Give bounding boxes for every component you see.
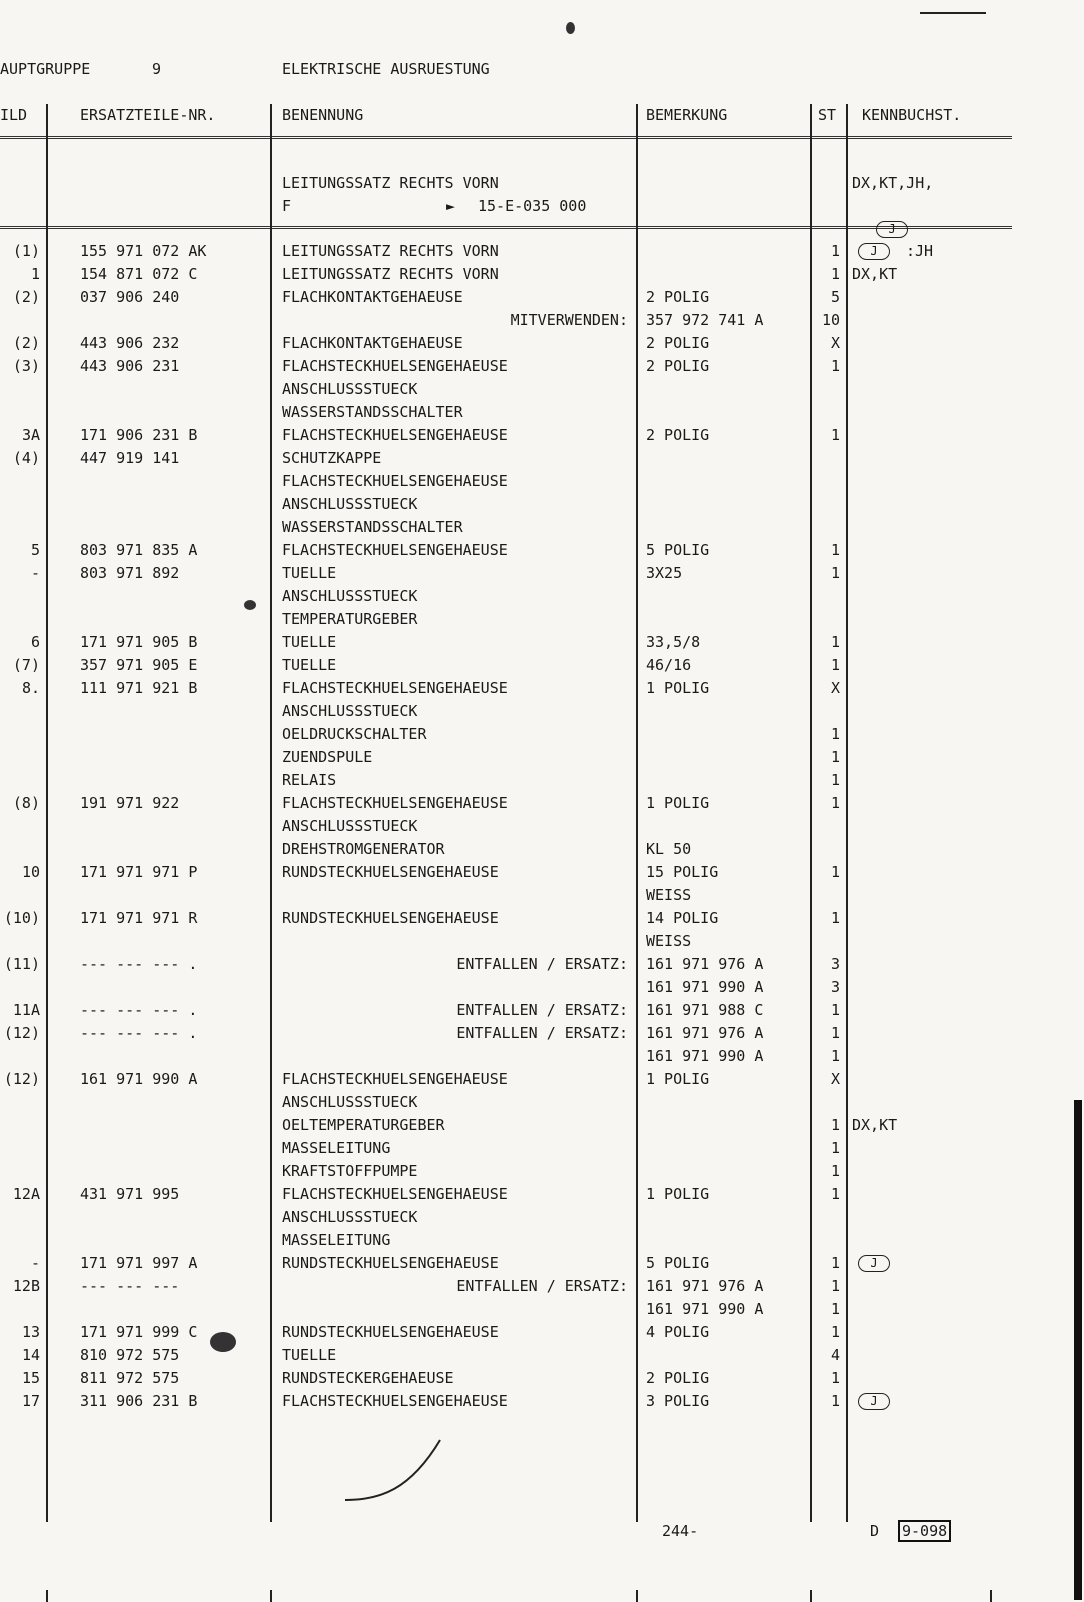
row-bemerkung: 161 971 976 A [646,1277,764,1295]
row-part-number: 311 906 231 B [80,1392,198,1410]
row-bemerkung: 2 POLIG [646,426,710,444]
row-part-number: 171 971 971 P [80,863,198,881]
row-bild: (11) [3,955,40,973]
footer-ref [898,1522,951,1540]
row-part-number: --- --- --- . [80,955,198,973]
row-bemerkung: 33,5/8 [646,633,701,651]
row-benennung: FLACHSTECKHUELSENGEHAEUSE [282,472,508,490]
row-benennung: FLACHSTECKHUELSENGEHAEUSE [282,357,508,375]
row-bemerkung: 1 POLIG [646,794,710,812]
col-kenn: KENNBUCHST. [862,106,962,124]
row-bemerkung: 1 POLIG [646,679,710,697]
row-benennung: RUNDSTECKERGEHAEUSE [282,1369,454,1387]
row-part-number: 810 972 575 [80,1346,180,1364]
row-st: 1 [830,656,840,674]
row-st: X [830,334,840,352]
circled-j-badge: J [858,1393,890,1410]
row-part-number: 111 971 921 B [80,679,198,697]
row-st: 1 [830,1300,840,1318]
row-st: 1 [830,633,840,651]
row-st: 1 [830,909,840,927]
circled-j-badge: J [876,221,908,238]
row-bild: (8) [12,794,40,812]
row-st: 1 [830,564,840,582]
row-st: 1 [830,794,840,812]
row-kenn-circle [858,1390,890,1413]
row-bemerkung: 161 971 976 A [646,1024,764,1042]
row-benennung: KRAFTSTOFFPUMPE [282,1162,418,1180]
page-title: ELEKTRISCHE AUSRUESTUNG [282,60,490,78]
row-part-number: 443 906 232 [80,334,180,352]
row-st: 5 [830,288,840,306]
row-benennung: ZUENDSPULE [282,748,373,766]
row-bild [0,700,40,723]
row-bild [0,884,40,907]
row-bild [0,309,40,332]
row-benennung: TEMPERATURGEBER [282,610,418,628]
row-bild: 13 [21,1323,40,1341]
row-bild: 6 [30,633,40,651]
row-st: 1 [830,541,840,559]
row-st [814,470,840,493]
row-kenn: :JH [906,242,934,260]
row-benennung: FLACHSTECKHUELSENGEHAEUSE [282,794,508,812]
intro-f: F [282,197,292,215]
row-benennung: ENTFALLEN / ERSATZ: [456,1001,628,1019]
row-bemerkung: 161 971 976 A [646,955,764,973]
circled-j-badge: J [858,243,890,260]
row-st: 1 [830,1162,840,1180]
row-bemerkung: 1 POLIG [646,1185,710,1203]
row-bild [0,1206,40,1229]
row-bild: (1) [12,242,40,260]
row-bild: 10 [21,863,40,881]
row-bild [0,815,40,838]
row-st: 1 [830,242,840,260]
bottom-rule-2 [270,1590,272,1602]
row-bild [0,585,40,608]
row-benennung: RUNDSTECKHUELSENGEHAEUSE [282,1254,499,1272]
row-benennung: ANSCHLUSSSTUECK [282,1093,418,1111]
row-bemerkung: WEISS [646,886,692,904]
row-bemerkung: 1 POLIG [646,1070,710,1088]
row-part-number: 155 971 072 AK [80,242,207,260]
row-bild [0,1229,40,1252]
row-bild [0,401,40,424]
rule-1 [46,104,48,1522]
row-part-number: 154 871 072 C [80,265,198,283]
row-st [814,516,840,539]
row-part-number: 803 971 892 [80,564,180,582]
row-benennung: FLACHSTECKHUELSENGEHAEUSE [282,1070,508,1088]
row-part-number: 171 906 231 B [80,426,198,444]
row-part-number: 161 971 990 A [80,1070,198,1088]
bottom-rule-4 [810,1590,812,1602]
row-st: 1 [830,725,840,743]
row-bemerkung: WEISS [646,932,692,950]
row-benennung: FLACHKONTAKTGEHAEUSE [282,288,463,306]
row-bild [0,1298,40,1321]
row-bild: 17 [21,1392,40,1410]
row-part-number: 171 971 971 R [80,909,198,927]
rule-3 [636,104,638,1522]
row-st: 1 [830,1277,840,1295]
row-bild: 5 [30,541,40,559]
row-benennung: LEITUNGSSATZ RECHTS VORN [282,242,499,260]
rule-5 [846,104,848,1522]
intro-code: 15-E-035 000 [478,197,587,215]
ink-blot [210,1332,236,1352]
row-benennung: TUELLE [282,1346,337,1364]
row-part-number: 357 971 905 E [80,656,198,674]
row-bemerkung: 161 971 990 A [646,978,764,996]
row-bild [0,930,40,953]
row-benennung: ENTFALLEN / ERSATZ: [456,1277,628,1295]
row-st [814,884,840,907]
row-benennung: FLACHKONTAKTGEHAEUSE [282,334,463,352]
row-bild [0,1045,40,1068]
row-bild [0,608,40,631]
row-bemerkung: 357 972 741 A [646,311,764,329]
row-st [814,378,840,401]
row-benennung: SCHUTZKAPPE [282,449,382,467]
row-bild [0,838,40,861]
row-bild [0,493,40,516]
row-bild [0,723,40,746]
row-st: 3 [830,978,840,996]
row-benennung: TUELLE [282,633,337,651]
row-bemerkung: 161 971 988 C [646,1001,764,1019]
row-bemerkung: 14 POLIG [646,909,719,927]
row-st: 1 [830,1024,840,1042]
row-bild [0,1160,40,1183]
row-benennung: RUNDSTECKHUELSENGEHAEUSE [282,1323,499,1341]
col-ersatzteil: ERSATZTEILE-NR. [80,106,216,124]
row-bild: - [30,1254,40,1272]
row-benennung: ENTFALLEN / ERSATZ: [456,1024,628,1042]
col-bild: ILD [0,106,28,124]
row-benennung: FLACHSTECKHUELSENGEHAEUSE [282,1392,508,1410]
intro-kenn-circle [858,195,908,236]
row-st [814,447,840,470]
row-st [814,608,840,631]
row-benennung: ANSCHLUSSSTUECK [282,702,418,720]
row-bild: 14 [21,1346,40,1364]
row-bild [0,746,40,769]
row-benennung: RUNDSTECKHUELSENGEHAEUSE [282,909,499,927]
row-part-number: --- --- --- . [80,1024,198,1042]
row-benennung: FLACHSTECKHUELSENGEHAEUSE [282,426,508,444]
row-part-number: 171 971 905 B [80,633,198,651]
row-st: 1 [830,357,840,375]
row-st: 1 [830,1254,840,1272]
row-benennung: ANSCHLUSSSTUECK [282,817,418,835]
bottom-rule-5 [990,1590,992,1602]
bottom-rule-3 [636,1590,638,1602]
row-bemerkung: 15 POLIG [646,863,719,881]
row-bild: (3) [12,357,40,375]
row-part-number: 171 971 999 C [80,1323,198,1341]
row-bemerkung: 161 971 990 A [646,1300,764,1318]
row-bild [0,470,40,493]
circled-j-badge: J [858,1255,890,1272]
row-st [814,493,840,516]
row-st: 1 [830,1185,840,1203]
row-st [814,401,840,424]
row-st: 1 [830,1369,840,1387]
row-st: 1 [830,771,840,789]
row-benennung: MASSELEITUNG [282,1139,391,1157]
row-benennung: TUELLE [282,656,337,674]
row-st: X [830,679,840,697]
row-bild: - [30,564,40,582]
row-st [814,1206,840,1229]
page-reference: 9-098 [898,1520,951,1542]
row-bild: (7) [12,656,40,674]
col-benennung: BENENNUNG [282,106,364,124]
row-bild: 12B [12,1277,40,1295]
row-benennung: WASSERSTANDSSCHALTER [282,403,463,421]
intro-line-1: LEITUNGSSATZ RECHTS VORN [282,174,499,192]
row-bild [0,1091,40,1114]
row-kenn-circle [858,240,890,263]
row-bemerkung: 2 POLIG [646,288,710,306]
row-st: 1 [830,265,840,283]
row-benennung: FLACHSTECKHUELSENGEHAEUSE [282,679,508,697]
row-benennung: TUELLE [282,564,337,582]
row-benennung: FLACHSTECKHUELSENGEHAEUSE [282,1185,508,1203]
ink-blot [566,22,575,34]
row-st: 1 [830,426,840,444]
row-st: 1 [830,863,840,881]
row-bild: 15 [21,1369,40,1387]
row-bemerkung: KL 50 [646,840,692,858]
row-benennung: RUNDSTECKHUELSENGEHAEUSE [282,863,499,881]
row-bild [0,976,40,999]
row-st: 1 [830,1139,840,1157]
row-st: 3 [830,955,840,973]
row-benennung: MASSELEITUNG [282,1231,391,1249]
rule-2 [270,104,272,1522]
row-st: 1 [830,1001,840,1019]
row-benennung: ENTFALLEN / ERSATZ: [456,955,628,973]
row-bemerkung: 5 POLIG [646,1254,710,1272]
row-st [814,815,840,838]
row-st [814,1091,840,1114]
row-st: 1 [830,1047,840,1065]
row-part-number: 803 971 835 A [80,541,198,559]
row-part-number: --- --- --- . [80,1001,198,1019]
row-bild: (12) [3,1024,40,1042]
row-st [814,700,840,723]
row-bemerkung: 2 POLIG [646,357,710,375]
top-rule [920,12,986,14]
row-kenn: DX,KT [852,1116,898,1134]
ink-blot [244,600,256,610]
row-part-number: 431 971 995 [80,1185,180,1203]
row-benennung: OELTEMPERATURGEBER [282,1116,445,1134]
row-bild: 11A [12,1001,40,1019]
pen-stroke [340,1430,450,1510]
rule-4 [810,104,812,1522]
row-part-number: 171 971 997 A [80,1254,198,1272]
row-st: X [830,1070,840,1088]
row-part-number: 443 906 231 [80,357,180,375]
row-benennung: RELAIS [282,771,337,789]
arrow-icon: ► [446,197,456,215]
row-bild: (2) [12,334,40,352]
row-st [814,838,840,861]
row-bild [0,378,40,401]
row-bemerkung: 5 POLIG [646,541,710,559]
row-st [814,1229,840,1252]
row-bild [0,1137,40,1160]
row-bild [0,516,40,539]
footer-d: D [870,1522,880,1540]
row-benennung: DREHSTROMGENERATOR [282,840,445,858]
row-bemerkung: 4 POLIG [646,1323,710,1341]
row-benennung: MITVERWENDEN: [510,311,628,329]
row-bild [0,769,40,792]
header-separator [0,136,1012,139]
row-benennung: LEITUNGSSATZ RECHTS VORN [282,265,499,283]
row-benennung: ANSCHLUSSSTUECK [282,495,418,513]
row-bild: (4) [12,449,40,467]
row-benennung: ANSCHLUSSSTUECK [282,1208,418,1226]
row-st [814,930,840,953]
row-part-number: 811 972 575 [80,1369,180,1387]
row-part-number: 447 919 141 [80,449,180,467]
row-st: 10 [821,311,840,329]
row-st: 1 [830,1116,840,1134]
row-bild: (10) [3,909,40,927]
row-st: 1 [830,1392,840,1410]
scan-edge [1074,1100,1082,1600]
group-label: AUPTGRUPPE [0,60,91,78]
intro-kenn: DX,KT,JH, [852,174,934,192]
row-bemerkung: 2 POLIG [646,1369,710,1387]
row-bild: 3A [21,426,40,444]
row-bild: (2) [12,288,40,306]
row-part-number: 037 906 240 [80,288,180,306]
row-bemerkung: 3 POLIG [646,1392,710,1410]
row-bemerkung: 2 POLIG [646,334,710,352]
row-part-number: 191 971 922 [80,794,180,812]
row-benennung: ANSCHLUSSSTUECK [282,587,418,605]
row-benennung: ANSCHLUSSSTUECK [282,380,418,398]
row-bemerkung: 161 971 990 A [646,1047,764,1065]
row-bemerkung: 46/16 [646,656,692,674]
row-part-number: --- --- --- [80,1277,180,1295]
row-benennung: WASSERSTANDSSCHALTER [282,518,463,536]
row-benennung: FLACHSTECKHUELSENGEHAEUSE [282,541,508,559]
row-st: 1 [830,748,840,766]
row-bild [0,1114,40,1137]
row-bild: (12) [3,1070,40,1088]
row-st: 4 [830,1346,840,1364]
row-bild: 12A [12,1185,40,1203]
row-kenn-circle [858,1252,890,1275]
row-bild: 8. [21,679,40,697]
row-st [814,585,840,608]
row-st: 1 [830,1323,840,1341]
page-number: 244- [662,1522,699,1540]
row-bemerkung: 3X25 [646,564,683,582]
row-bild: 1 [30,265,40,283]
row-kenn: DX,KT [852,265,898,283]
group-number: 9 [152,60,162,78]
col-bemerkung: BEMERKUNG [646,106,728,124]
row-benennung: OELDRUCKSCHALTER [282,725,427,743]
col-st: ST [818,106,837,124]
bottom-rule-1 [46,1590,48,1602]
